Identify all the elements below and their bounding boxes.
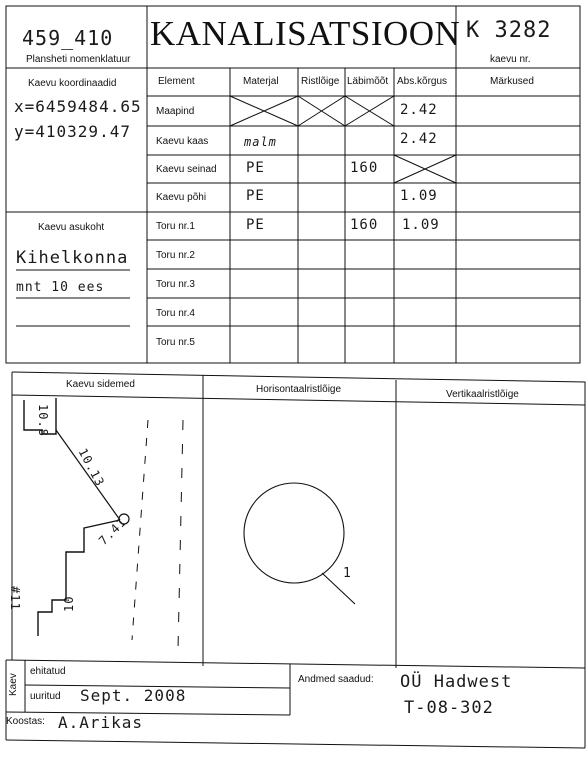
sketch-dim-diagonal: 10.13 <box>75 446 108 489</box>
well-number: K 3282 <box>466 18 552 43</box>
row-element: Toru nr.2 <box>156 250 195 261</box>
row-abs-height: 1.09 <box>402 217 440 233</box>
well-number-label: kaevu nr. <box>490 54 531 65</box>
col-header-diameter: Läbimõõt <box>347 76 389 87</box>
built-label: ehitatud <box>30 666 66 677</box>
col-header-notes: Märkused <box>490 76 534 87</box>
sketch-dim-bottom: 10 <box>62 595 76 612</box>
row-abs-height: 1.09 <box>400 188 438 204</box>
coordinate-x: x=6459484.65 <box>14 97 142 116</box>
data-from-label: Andmed saadud: <box>298 674 374 685</box>
well-side-label: Kaev <box>8 673 19 696</box>
ties-label: Kaevu sidemed <box>66 379 135 390</box>
location-label: Kaevu asukoht <box>38 222 105 233</box>
compiled-label: Koostas: <box>6 716 45 727</box>
row-abs-height: 2.42 <box>400 102 438 118</box>
row-material: PE <box>246 188 265 204</box>
row-abs-height: 2.42 <box>400 131 438 147</box>
vertical-section-label: Vertikaalristlõige <box>446 389 519 400</box>
data-from-value-code: T-08-302 <box>404 698 494 718</box>
coordinates-label: Kaevu koordinaadid <box>28 78 117 89</box>
surveyed-value: Sept. 2008 <box>80 686 187 705</box>
row-element: Maapind <box>156 106 195 117</box>
pipe-number-label: 1 <box>343 566 352 581</box>
coordinate-y: y=410329.47 <box>14 122 131 141</box>
row-diameter: 160 <box>350 160 379 176</box>
row-diameter: 160 <box>350 217 379 233</box>
row-element: Kaevu seinad <box>156 164 217 175</box>
col-header-element: Element <box>158 76 195 87</box>
horizontal-section-label: Horisontaalristlõige <box>256 384 342 395</box>
sheet-number: 459_410 <box>22 26 114 50</box>
row-material: PE <box>246 160 265 176</box>
col-header-abs-height: Abs.kõrgus <box>397 76 448 87</box>
sketch-dim-mid: 7.41 <box>96 514 130 548</box>
surveyed-label: uuritud <box>30 691 61 702</box>
row-element: Toru nr.1 <box>156 221 195 232</box>
sheet-number-label: Plansheti nomenklatuur <box>26 54 131 65</box>
data-from-value-company: OÜ Hadwest <box>400 672 513 692</box>
page-title: KANALISATSIOON <box>150 14 461 53</box>
row-element: Toru nr.5 <box>156 337 195 348</box>
row-element: Toru nr.3 <box>156 279 195 290</box>
location-line2: mnt 10 ees <box>16 280 105 295</box>
col-header-material: Materjal <box>243 76 279 87</box>
row-element: Kaevu põhi <box>156 192 207 203</box>
compiled-value: A.Arikas <box>58 713 144 732</box>
sketch-dim-top: 10.8 <box>36 404 50 437</box>
row-material: PE <box>246 217 265 233</box>
col-header-cross-section: Ristlõige <box>301 76 340 87</box>
row-element: Toru nr.4 <box>156 308 195 319</box>
row-material: malm <box>244 135 277 149</box>
row-element: Kaevu kaas <box>156 136 209 147</box>
sketch-dim-left: #11 <box>8 586 22 611</box>
location-line1: Kihelkonna <box>16 248 129 268</box>
